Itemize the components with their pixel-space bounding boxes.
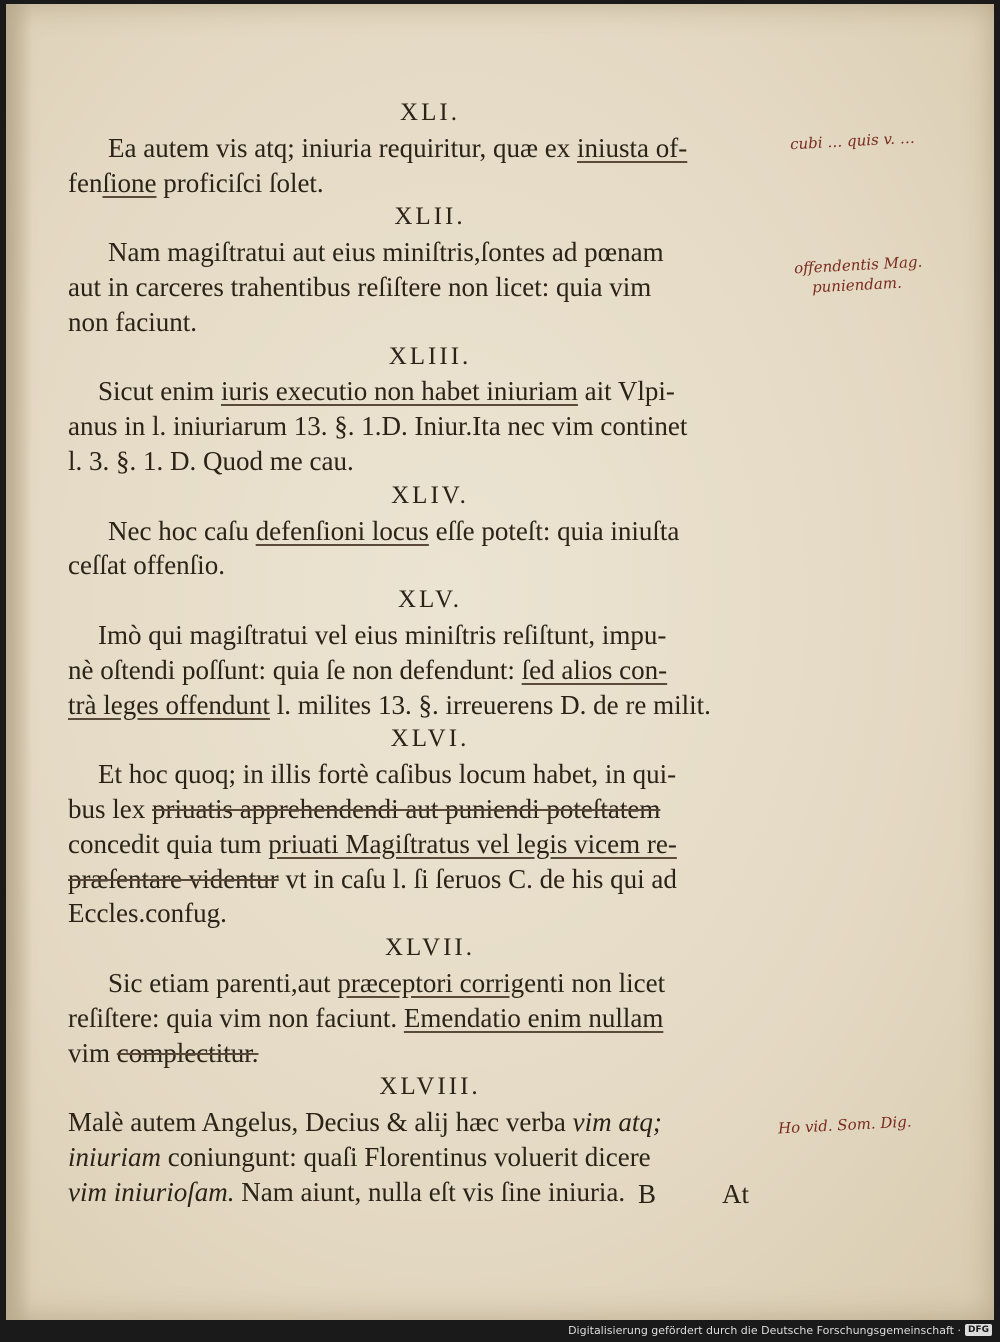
signature-mark: B [638,1179,657,1209]
text-segment: aut in carceres trahentibus reſiſtere non licet: quia vim [68,271,652,302]
catchword: At [722,1179,749,1209]
text-line [68,235,768,270]
text-line [68,548,768,583]
text-line [68,688,768,723]
text-segment: Nam aiunt, nulla eſt vis ſine iniuria. [234,1176,626,1207]
text-segment: bus lex [68,793,152,824]
underlined-text: iuris executio non habet iniuriam [221,376,578,407]
text-segment: proficiſci ſolet. [156,167,324,198]
text-segment: reſiſtere: quia vim non faciunt. [68,1002,404,1033]
text-line [68,618,768,653]
text-segment: concedit quia tum [68,828,269,859]
text-segment: coniungunt: quaſi Florentinus voluerit dicere [161,1141,651,1172]
page-gutter-shadow [6,4,32,1320]
text-segment: Eccles.confug. [68,898,227,929]
text-line [68,270,768,305]
margin-note-2: offendentis Mag. [793,252,923,278]
text-segment: l. 3. §. 1. D. Quod me cau. [68,445,354,476]
text-line [68,757,768,792]
struck-text: præſentare videntur [68,863,279,894]
text-line [68,966,768,1001]
section-heading: XLVIII. [379,1073,481,1101]
section-heading: XLI. [400,99,460,126]
text-line [68,792,768,827]
text-line [68,653,768,688]
text-segment: enti non licet [524,967,666,998]
underlined-text: iniusta of- [577,132,688,163]
text-segment: Sicut enim [98,376,221,407]
text-segment: Et hoc quoq; in illis fortè caſibus locum habet, in qui- [98,759,677,790]
text-segment: vim [68,1037,117,1068]
text-line [68,896,768,931]
text-segment: vim atq; [572,1107,662,1138]
margin-note-3: puniendam. [811,273,903,297]
section-heading: XLIII. [388,342,472,370]
struck-text: priuatis apprehendendi aut puniendi poteſtatem [152,793,661,824]
text-line [68,1105,768,1140]
text-segment: fen [68,167,103,198]
text-line [68,1175,768,1210]
digitization-footer [568,1322,992,1338]
text-segment: iniuriam [68,1141,162,1172]
margin-note-1: cubi … quis v. … [789,128,916,154]
text-segment: nè oſtendi poſſunt: quia ſe non defendunt: [68,654,522,685]
text-segment: ceſſat offenſio. [68,550,225,581]
text-line [68,444,768,479]
text-segment: Nam magiſtratui aut eius miniſtris,ſontes ad pœnam [108,237,664,268]
section-heading: XLIV. [391,481,469,509]
text-line [68,305,768,340]
underlined-text: defenſioni locus [255,515,429,546]
section-heading: XLII. [394,203,466,231]
underlined-text: ſione [102,167,157,198]
text-segment: l. milites 13. §. irreuerens D. de re milit. [269,689,711,720]
text-line [68,409,768,444]
underlined-text: Emendatio enim nullam [403,1002,664,1033]
page-text [68,96,768,1210]
underlined-text: ſed alios con- [521,654,668,685]
text-segment: non faciunt. [68,306,197,337]
text-line [68,1001,768,1036]
struck-text: complectitur. [116,1037,259,1068]
text-line [68,131,768,166]
underlined-text: trà leges offendunt [68,689,270,720]
margin-note-4: Ho vid. Som. Dig. [777,1112,912,1138]
text-segment: Nec hoc caſu [108,515,256,546]
dfg-logo: DFG [965,1324,992,1336]
text-line [68,514,768,549]
footer-credit: Digitalisierung gefördert durch die Deutsche Forschungsgemeinschaft · [568,1323,961,1337]
text-segment: Malè autem Angelus, Decius & alij hæc verba [68,1107,573,1138]
text-segment: vt in caſu l. ſi ſeruos C. de his qui ad [278,863,677,894]
section-heading: XLVI. [390,725,470,753]
text-line [68,1140,768,1175]
text-segment: Imò qui magiſtratui vel eius miniſtris reſiſtunt, impu- [98,619,667,650]
text-segment: Sic etiam parenti,aut [108,967,338,998]
text-segment: anus in l. iniuriarum 13. §. 1.D. Iniur.Ita nec vim continet [68,411,688,442]
text-line [68,827,768,862]
section-heading: XLVII. [385,934,475,962]
text-line [68,862,768,897]
text-segment: eſſe poteſt: quia iniuſta [428,515,680,546]
text-line [68,1036,768,1071]
text-line [68,374,768,409]
text-segment: Ea autem vis atq; iniuria requiritur, quæ ex [108,132,578,163]
underlined-text: præceptori corrig [337,967,525,998]
underlined-text: priuati Magiſtratus vel legis vicem re- [268,828,677,859]
scanned-page [6,4,994,1320]
text-line [68,166,768,201]
section-heading: XLV. [397,586,463,614]
text-segment: ait Vlpi- [577,376,675,407]
text-segment: vim iniurioſam. [68,1176,235,1207]
